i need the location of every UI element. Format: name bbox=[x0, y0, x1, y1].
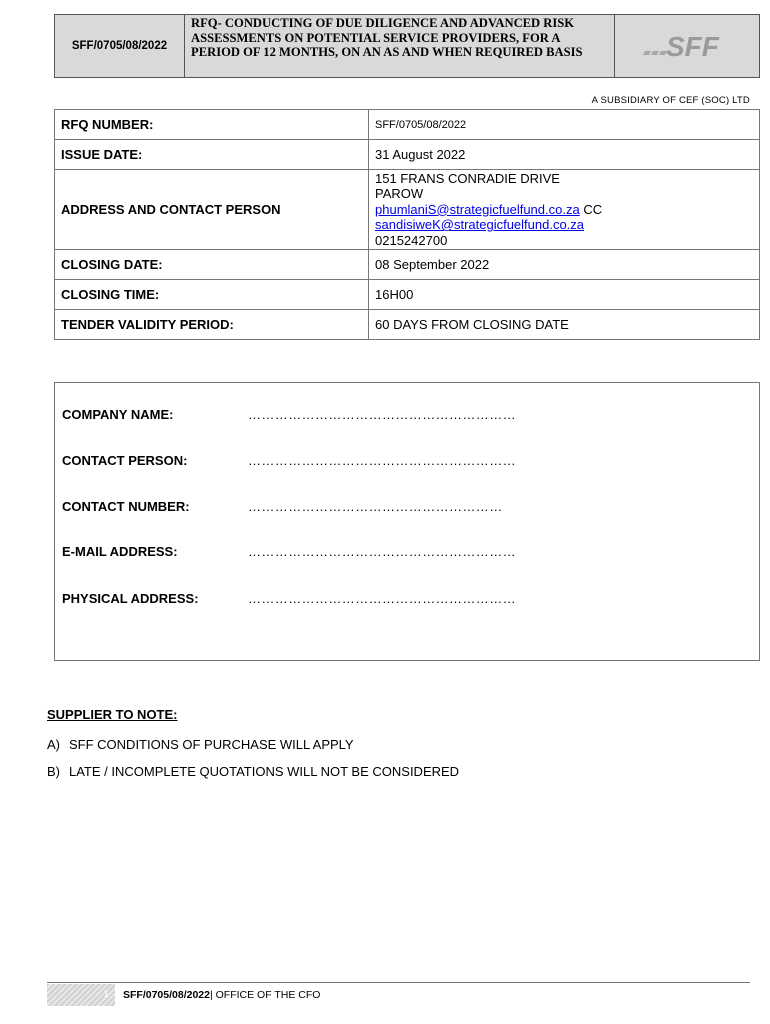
company-name-field[interactable]: …………………………………………………… bbox=[248, 407, 516, 422]
email-link-sandisiwe[interactable]: sandisiweK@strategicfuelfund.co.za bbox=[375, 217, 585, 233]
footer-office: | OFFICE OF THE CFO bbox=[209, 989, 321, 1001]
address-line-1: 151 FRANS CONRADIE DRIVE bbox=[375, 170, 560, 186]
header-title: RFQ- CONDUCTING OF DUE DILIGENCE AND ADVANCED RISK ASSESSMENTS ON POTENTIAL SERVICE PROVIDERS, FOR A PERIOD OF 12 MONTHS, ON AN AS AND WHEN REQUIRED BASIS bbox=[185, 15, 615, 77]
subsidiary-note: A SUBSIDIARY OF CEF (SOC) LTD bbox=[591, 95, 750, 106]
address-line-2: PAROW bbox=[375, 186, 424, 202]
company-name-label: COMPANY NAME: bbox=[62, 407, 174, 422]
note-b-letter: B) bbox=[47, 764, 60, 779]
footer-divider bbox=[47, 982, 750, 983]
table-row bbox=[55, 250, 760, 280]
table-row bbox=[55, 170, 760, 250]
note-b bbox=[47, 764, 459, 779]
closing-time-value: 16H00 bbox=[369, 280, 760, 310]
issue-date-value: 31 August 2022 bbox=[369, 140, 760, 170]
validity-label: TENDER VALIDITY PERIOD: bbox=[55, 310, 369, 340]
email-address-field[interactable]: …………………………………………………… bbox=[248, 544, 516, 559]
address-value bbox=[369, 170, 760, 250]
rfq-info-table bbox=[54, 109, 760, 340]
sff-logo-icon bbox=[641, 29, 733, 63]
issue-date-label: ISSUE DATE: bbox=[55, 140, 369, 170]
closing-date-value: 08 September 2022 bbox=[369, 250, 760, 280]
cc-label: CC bbox=[583, 201, 603, 217]
table-row bbox=[55, 310, 760, 340]
company-details-box bbox=[54, 382, 760, 661]
note-b-text: LATE / INCOMPLETE QUOTATIONS WILL NOT BE CONSIDERED bbox=[69, 764, 460, 779]
email-address-label: E-MAIL ADDRESS: bbox=[62, 544, 178, 559]
document-header bbox=[54, 14, 760, 78]
table-row bbox=[55, 110, 760, 140]
contact-person-field[interactable]: …………………………………………………… bbox=[248, 453, 516, 468]
closing-time-label: CLOSING TIME: bbox=[55, 280, 369, 310]
footer-text bbox=[123, 989, 320, 1001]
physical-address-label: PHYSICAL ADDRESS: bbox=[62, 591, 199, 606]
contact-number-field[interactable]: ………………………………………………… bbox=[248, 499, 503, 514]
rfq-number-label: RFQ NUMBER: bbox=[55, 110, 369, 140]
email-line-2 bbox=[375, 217, 753, 233]
physical-address-field[interactable]: …………………………………………………… bbox=[248, 591, 516, 606]
header-reference: SFF/0705/08/2022 bbox=[55, 15, 185, 77]
validity-value: 60 DAYS FROM CLOSING DATE bbox=[369, 310, 760, 340]
table-row bbox=[55, 280, 760, 310]
email-link-phumlani[interactable]: phumlaniS@strategicfuelfund.co.za bbox=[375, 201, 580, 217]
note-a-letter: A) bbox=[47, 737, 60, 752]
note-a bbox=[47, 737, 354, 752]
address-label: ADDRESS AND CONTACT PERSON bbox=[55, 170, 369, 250]
notes-title: SUPPLIER TO NOTE: bbox=[47, 707, 178, 722]
note-a-text: SFF CONDITIONS OF PURCHASE WILL APPLY bbox=[69, 737, 354, 752]
footer-reference: SFF/0705/08/2022 bbox=[123, 989, 210, 1001]
page-number: 1 bbox=[47, 984, 115, 1006]
sff-logo bbox=[615, 15, 759, 77]
email-line bbox=[375, 202, 753, 218]
phone-number: 0215242700 bbox=[375, 232, 448, 248]
rfq-number-value: SFF/0705/08/2022 bbox=[369, 110, 760, 140]
contact-person-label: CONTACT PERSON: bbox=[62, 453, 188, 468]
closing-date-label: CLOSING DATE: bbox=[55, 250, 369, 280]
contact-number-label: CONTACT NUMBER: bbox=[62, 499, 190, 514]
table-row bbox=[55, 140, 760, 170]
sff-logo-text: SFF bbox=[666, 31, 719, 62]
